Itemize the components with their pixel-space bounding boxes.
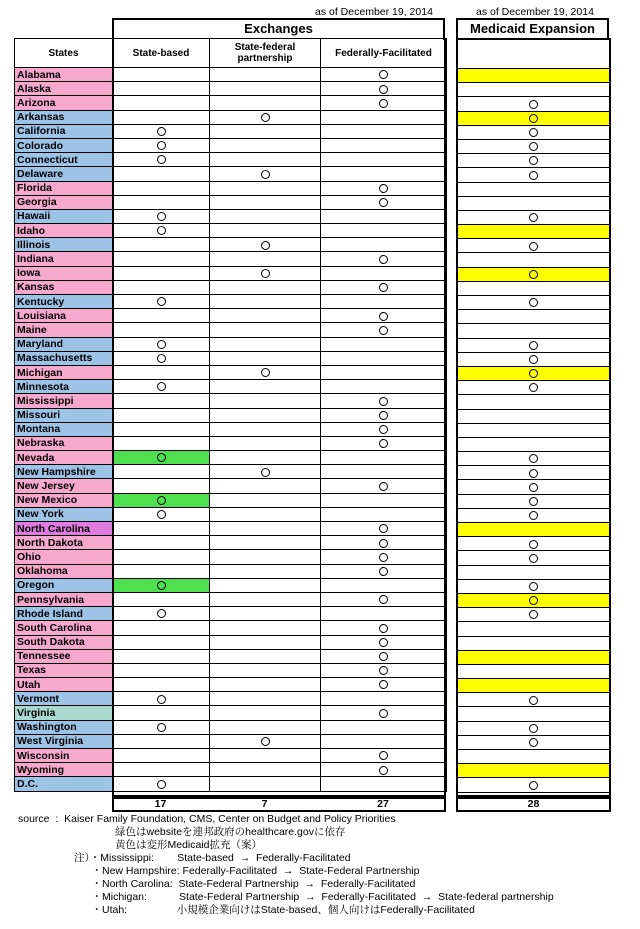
state-cell: Montana xyxy=(15,422,113,436)
col-header-state-based: State-based xyxy=(113,39,210,68)
exchanges-frame xyxy=(112,38,446,797)
state-cell: Michigan xyxy=(15,365,113,379)
exchanges-header: Exchanges xyxy=(112,18,445,40)
state-cell: Massachusetts xyxy=(15,351,113,365)
state-cell: Minnesota xyxy=(15,380,113,394)
note-line: ・Michigan: State-Federal Partnership → Federally-Facilitated → State-federal partnership xyxy=(74,891,554,903)
total-medicaid: 28 xyxy=(527,798,540,810)
state-cell: New Mexico xyxy=(15,493,113,507)
state-cell: Maine xyxy=(15,323,113,337)
state-cell: Arkansas xyxy=(15,110,113,124)
state-cell: Iowa xyxy=(15,266,113,280)
state-cell: Georgia xyxy=(15,195,113,209)
state-cell: Nevada xyxy=(15,451,113,465)
state-cell: Nebraska xyxy=(15,436,113,450)
state-cell: Tennessee xyxy=(15,649,113,663)
total-partnership: 7 xyxy=(261,798,268,810)
state-cell: Rhode Island xyxy=(15,607,113,621)
total-state-based: 17 xyxy=(154,798,167,810)
state-cell: Alabama xyxy=(15,68,113,82)
state-cell: Texas xyxy=(15,663,113,677)
state-cell: Oklahoma xyxy=(15,564,113,578)
note-line: ・New Hampshire: Federally-Facilitated → State-Federal Partnership xyxy=(74,865,420,877)
state-cell: Wyoming xyxy=(15,763,113,777)
note-line: 注）・Mississippi: State-based → Federally-Facilitated xyxy=(74,852,351,864)
notes-section xyxy=(18,813,554,917)
medicaid-frame xyxy=(456,38,611,797)
state-cell: New Jersey xyxy=(15,479,113,493)
state-cell: Missouri xyxy=(15,408,113,422)
state-cell: Connecticut xyxy=(15,153,113,167)
state-cell: Washington xyxy=(15,720,113,734)
state-cell: Florida xyxy=(15,181,113,195)
note-line: ・Utah: 小規模企業向けはState-based、個人向けはFederally-Facilitated xyxy=(74,904,475,916)
state-cell: West Virginia xyxy=(15,734,113,748)
total-ffe: 27 xyxy=(377,798,389,810)
state-cell: North Dakota xyxy=(15,536,113,550)
col-header-states: States xyxy=(15,39,113,68)
state-cell: Ohio xyxy=(15,550,113,564)
col-header-ffe: Federally-Facilitated xyxy=(321,39,447,68)
state-cell: Kentucky xyxy=(15,295,113,309)
state-cell: Louisiana xyxy=(15,309,113,323)
state-cell: Illinois xyxy=(15,238,113,252)
state-cell: California xyxy=(15,124,113,138)
state-cell: Arizona xyxy=(15,96,113,110)
state-cell: New Hampshire xyxy=(15,465,113,479)
source-line: source : Kaiser Family Foundation, CMS, Center on Budget and Policy Priorities xyxy=(18,813,396,825)
state-cell: South Carolina xyxy=(15,621,113,635)
state-cell: Delaware xyxy=(15,167,113,181)
state-cell: Mississippi xyxy=(15,394,113,408)
state-cell: Colorado xyxy=(15,138,113,152)
state-cell: Oregon xyxy=(15,578,113,592)
state-cell: Hawaii xyxy=(15,209,113,223)
medicaid-header: Medicaid Expansion xyxy=(456,18,609,40)
col-header-partnership: State-federal partnership xyxy=(210,39,321,68)
state-cell: Utah xyxy=(15,678,113,692)
state-cell: Indiana xyxy=(15,252,113,266)
state-cell: Alaska xyxy=(15,82,113,96)
state-cell: D.C. xyxy=(15,777,113,791)
state-cell: North Carolina xyxy=(15,522,113,536)
state-cell: Wisconsin xyxy=(15,749,113,763)
note-line: ・North Carolina: State-Federal Partnership → Federally-Facilitated xyxy=(74,878,416,890)
state-cell: New York xyxy=(15,507,113,521)
yellow-note: 黄色は変形Medicaid拡充（案） xyxy=(115,839,263,851)
state-cell: Maryland xyxy=(15,337,113,351)
as-of-date-exchanges: as of December 19, 2014 xyxy=(315,6,433,18)
as-of-date-medicaid: as of December 19, 2014 xyxy=(476,6,594,18)
state-cell: Virginia xyxy=(15,706,113,720)
state-cell: Kansas xyxy=(15,280,113,294)
green-note: 緑色はwebsiteを連邦政府のhealthcare.govに依存 xyxy=(115,826,346,838)
state-cell: South Dakota xyxy=(15,635,113,649)
state-cell: Pennsylvania xyxy=(15,592,113,606)
state-cell: Vermont xyxy=(15,692,113,706)
state-cell: Idaho xyxy=(15,224,113,238)
